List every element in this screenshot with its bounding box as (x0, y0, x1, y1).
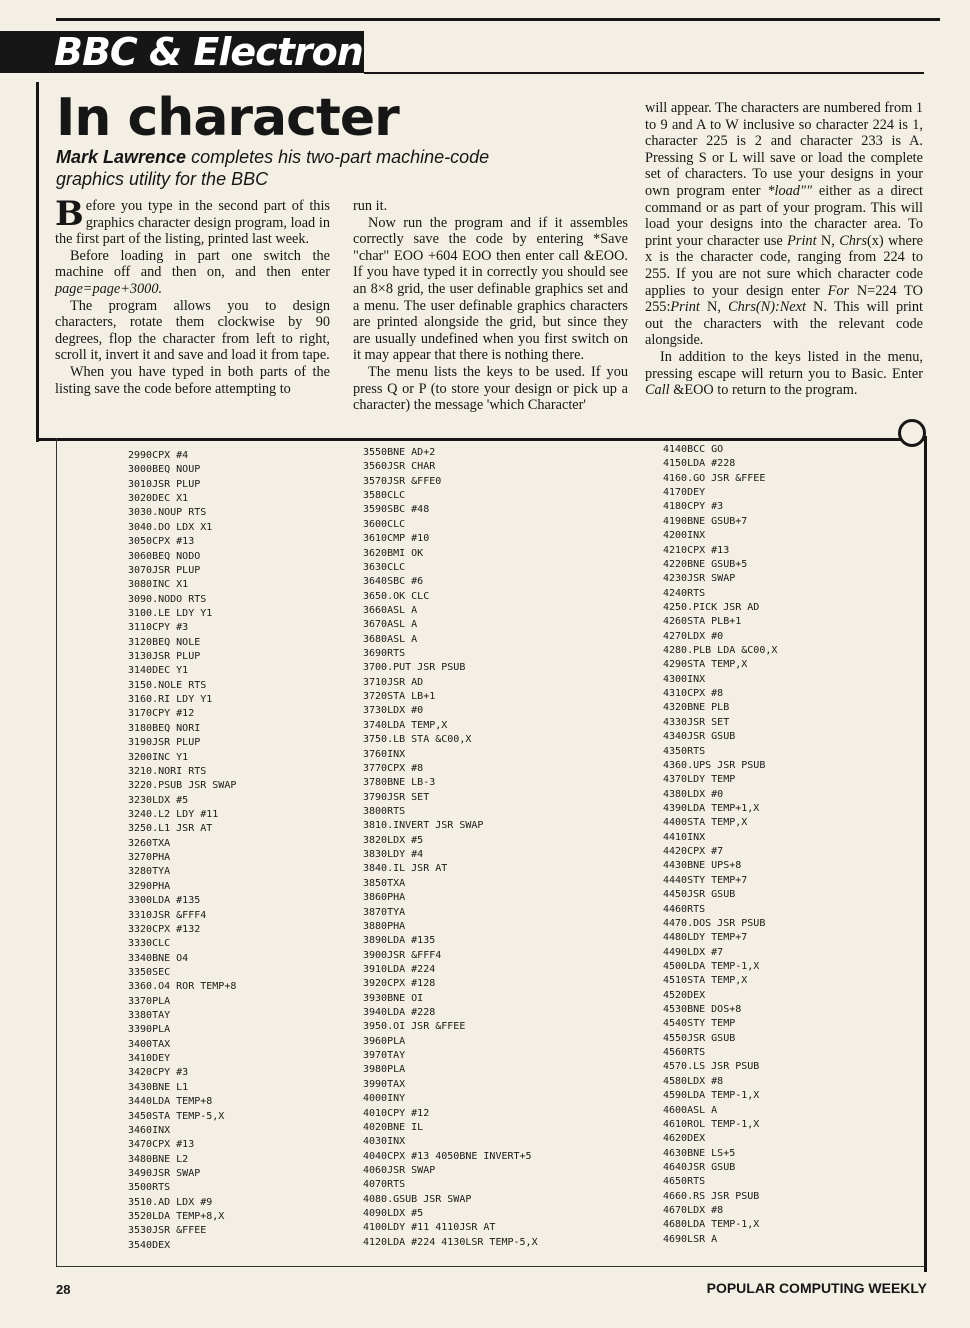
code-line: 4310CPX #8 (663, 688, 724, 700)
drop-cap: B (55, 194, 84, 234)
code-line: 4640JSR GSUB (663, 1161, 736, 1173)
code-line: 3660ASL A (363, 604, 418, 616)
code-line: 3340BNE O4 (128, 952, 189, 964)
code-line: 3450STA TEMP-5,X (128, 1110, 225, 1122)
code-line: 3350SEC (128, 966, 171, 978)
code-line: 3620BMI OK (363, 547, 424, 559)
paragraph (55, 248, 330, 298)
text-run: Chrs(N):Next (728, 299, 806, 316)
code-line: 3680ASL A (363, 633, 418, 645)
code-line: 3320CPX #132 (128, 923, 201, 935)
code-line: 3360.O4 ROR TEMP+8 (128, 981, 237, 993)
code-line: 3980PLA (363, 1064, 406, 1076)
code-line: 3150.NOLE RTS (128, 679, 207, 691)
code-line: 3280TYA (128, 866, 171, 878)
code-line: 4090LDX #5 (363, 1208, 424, 1220)
code-line: 3160.RI LDY Y1 (128, 694, 213, 706)
code-line: 3830LDY #4 (363, 849, 424, 861)
code-line: 4440STY TEMP+7 (663, 874, 748, 886)
code-line: 3060BEQ NODO (128, 550, 201, 562)
code-line: 4290STA TEMP,X (663, 659, 748, 671)
code-line: 3390PLA (128, 1024, 171, 1036)
paragraph (55, 194, 330, 248)
code-line: 3470CPX #13 (128, 1139, 195, 1151)
code-line: 3730LDX #0 (363, 705, 424, 717)
code-line: 4170DEY (663, 487, 706, 499)
code-line: 4350RTS (663, 745, 706, 757)
code-line: 4690LSR A (663, 1233, 718, 1245)
code-line: 3110CPY #3 (128, 622, 189, 634)
code-line: 3600CLC (363, 518, 406, 530)
text-run: Call (645, 382, 670, 399)
code-line: 3030.NOUP RTS (128, 507, 207, 519)
code-line: 4380LDX #0 (663, 788, 724, 800)
paragraph-text: efore you type in the second part of this graphics character design program, load in the first part of the listing, printed last week. (55, 198, 330, 248)
code-line: 4660.RS JSR PSUB (663, 1190, 760, 1202)
code-line: 4040CPX #13 4050BNE INVERT+5 (363, 1150, 532, 1162)
code-line: 3650.OK CLC (363, 590, 430, 602)
text-run: &EOO to return to the program. (669, 382, 858, 399)
section-banner (0, 31, 364, 73)
code-line: 4510STA TEMP,X (663, 975, 748, 987)
code-line: 3940LDA #228 (363, 1007, 436, 1019)
code-line: 3070JSR PLUP (128, 564, 201, 576)
code-line: 3720STA LB+1 (363, 691, 436, 703)
code-line: 3240.L2 LDY #11 (128, 808, 219, 820)
code-line: 3100.LE LDY Y1 (128, 607, 213, 619)
code-line: 4570.LS JSR PSUB (663, 1061, 760, 1073)
code-line: 3290PHA (128, 880, 171, 892)
code-line: 4270LDX #0 (663, 630, 724, 642)
code-line: 3820LDX #5 (363, 834, 424, 846)
code-line: 3200INC Y1 (128, 751, 189, 763)
code-line: 3780BNE LB-3 (363, 777, 436, 789)
text-run: Print (670, 299, 700, 316)
article-frame-left (36, 82, 39, 442)
code-line: 3520LDA TEMP+8,X (128, 1211, 225, 1223)
code-line: 3860PHA (363, 892, 406, 904)
code-line: 3790JSR SET (363, 791, 430, 803)
code-line: 4560RTS (663, 1047, 706, 1059)
code-line: 3010JSR PLUP (128, 478, 201, 490)
listing-column-2 (363, 446, 538, 1250)
code-line: 3770CPX #8 (363, 762, 424, 774)
code-line: 4390LDA TEMP+1,X (663, 802, 760, 814)
code-line: 3550BNE AD+2 (363, 447, 436, 458)
code-line: 4100LDY #11 4110JSR AT (363, 1222, 496, 1234)
code-line: 4610ROL TEMP-1,X (663, 1118, 760, 1130)
code-line: 3300LDA #135 (128, 895, 201, 907)
code-line: 3870TYA (363, 906, 406, 918)
body-column-2 (353, 198, 628, 414)
code-line: 3330CLC (128, 938, 171, 950)
paragraph: When you have typed in both parts of the listing save the code before attempting to (55, 363, 330, 397)
deck-author: Mark Lawrence (56, 147, 187, 167)
code-line: 4000INY (363, 1093, 406, 1105)
code-line: 4450JSR GSUB (663, 889, 736, 901)
code-line: 3090.NODO RTS (128, 593, 207, 605)
code-line: 3210.NORI RTS (128, 765, 207, 777)
code-line: 4210CPX #13 (663, 544, 730, 556)
body-column-1 (55, 194, 330, 397)
inline-code: page=page+3000. (55, 280, 163, 297)
code-line: 4470.DOS JSR PSUB (663, 917, 766, 929)
code-line: 4030INX (363, 1136, 406, 1148)
code-line: 3760INX (363, 748, 406, 760)
code-line: 4060JSR SWAP (363, 1164, 436, 1176)
code-line: 4550JSR GSUB (663, 1032, 736, 1044)
code-line: 4600ASL A (663, 1104, 718, 1116)
code-line: 4280.PLB LDA &C00,X (663, 645, 778, 657)
code-line: 4420CPX #7 (663, 846, 724, 858)
code-line: 4500LDA TEMP-1,X (663, 960, 760, 972)
code-line: 3710JSR AD (363, 676, 424, 688)
code-line: 3260TXA (128, 837, 171, 849)
code-line: 3690RTS (363, 648, 406, 660)
code-line: 4530BNE DOS+8 (663, 1004, 742, 1016)
code-line: 4330JSR SET (663, 716, 730, 728)
code-line: 4180CPY #3 (663, 501, 724, 513)
code-line: 4340JSR GSUB (663, 731, 736, 743)
code-line: 4650RTS (663, 1176, 706, 1188)
deck-text: completes his two-part machine-code graphics utility for the BBC (56, 147, 490, 189)
text-run: Chrs (839, 232, 868, 249)
text-run: N, (816, 232, 840, 249)
code-line: 3950.OI JSR &FFEE (363, 1021, 466, 1033)
code-line: 3440LDA TEMP+8 (128, 1096, 213, 1108)
code-line: 3640SBC #6 (363, 576, 424, 588)
code-line: 3850TXA (363, 877, 406, 889)
code-line: 3930BNE OI (363, 992, 424, 1004)
code-line: 4360.UPS JSR PSUB (663, 759, 766, 771)
code-line: 3430BNE L1 (128, 1081, 189, 1093)
code-line: 3510.AD LDX #9 (128, 1196, 213, 1208)
code-line: 3230LDX #5 (128, 794, 189, 806)
code-line: 3170CPY #12 (128, 708, 195, 720)
code-line: 3400TAX (128, 1038, 171, 1050)
code-line: 3880PHA (363, 920, 406, 932)
code-line: 3040.DO LDX X1 (128, 521, 213, 533)
code-line: 3250.L1 JSR AT (128, 823, 213, 835)
code-line: 4520DEX (663, 989, 706, 1001)
paragraph (645, 100, 923, 349)
text-run: N, (699, 299, 729, 316)
code-line: 3310JSR &FFF4 (128, 909, 207, 921)
code-line: 3750.LB STA &C00,X (363, 734, 472, 746)
code-line: 4490LDX #7 (663, 946, 724, 958)
code-line: 3220.PSUB JSR SWAP (128, 780, 237, 792)
paragraph (645, 349, 923, 399)
code-line: 3500RTS (128, 1182, 171, 1194)
code-line: 4620DEX (663, 1133, 706, 1145)
code-line: 3420CPY #3 (128, 1067, 189, 1079)
listing-column-3 (663, 443, 777, 1247)
code-line: 4540STY TEMP (663, 1018, 736, 1030)
code-line: 4190BNE GSUB+7 (663, 515, 748, 527)
code-line: 3890LDA #135 (363, 935, 436, 947)
code-line: 3840.IL JSR AT (363, 863, 448, 875)
code-line: 3480BNE L2 (128, 1153, 189, 1165)
code-line: 4320BNE PLB (663, 702, 730, 714)
code-line: 4240RTS (663, 587, 706, 599)
code-line: 4250.PICK JSR AD (663, 601, 760, 613)
code-line: 4460RTS (663, 903, 706, 915)
paragraph: Now run the program and if it assembles correctly save the code by entering *Save "char" EOO +604 EOO then enter call &EOO. If you have typed it in correctly you should see an 8×8 grid, the user definable graphics set and a menu. The user definable graphics characters are printed alongside the grid, but since they are usually undefined when you first switch on it may appear that there is nothing there. (353, 214, 628, 364)
code-line: 4590LDA TEMP-1,X (663, 1090, 760, 1102)
text-run: (x) where x is the character code, ranging from 224 to 255. If you are not sure which character code applies to your design enter (645, 232, 923, 299)
code-line: 4300INX (663, 673, 706, 685)
code-line: 4140BCC GO (663, 444, 724, 455)
code-line: 3560JSR CHAR (363, 461, 436, 473)
code-line: 3370PLA (128, 995, 171, 1007)
code-line: 4220BNE GSUB+5 (663, 558, 748, 570)
code-line: 4120LDA #224 4130LSR TEMP-5,X (363, 1236, 538, 1248)
code-line: 4680LDA TEMP-1,X (663, 1219, 760, 1231)
code-line: 3910LDA #224 (363, 963, 436, 975)
code-line: 4020BNE IL (363, 1121, 424, 1133)
code-line: 3580CLC (363, 490, 406, 502)
text-run: In addition to the keys listed in the menu, pressing escape will return you to Basic. Enter (645, 348, 923, 382)
code-line: 3270PHA (128, 852, 171, 864)
code-line: 3460INX (128, 1124, 171, 1136)
code-line: 3740LDA TEMP,X (363, 719, 448, 731)
code-line: 4230JSR SWAP (663, 573, 736, 585)
body-column-3 (645, 100, 923, 399)
code-line: 3530JSR &FFEE (128, 1225, 207, 1237)
code-line: 3020DEC X1 (128, 493, 189, 505)
page-number: 28 (56, 1282, 71, 1297)
headline: In character (56, 88, 399, 148)
text-run: *load"" (767, 182, 812, 199)
code-line: 4430BNE UPS+8 (663, 860, 742, 872)
text-run: N=224 TO 255: (645, 282, 923, 316)
code-line: 4260STA PLB+1 (663, 616, 742, 628)
code-line: 4400STA TEMP,X (663, 817, 748, 829)
code-line: 3810.INVERT JSR SWAP (363, 820, 484, 832)
paragraph: The program allows you to design characters, rotate them clockwise by 90 degrees, flop the character from left to right, scroll it, invert it and save and load it from tape. (55, 297, 330, 364)
code-line: 4580LDX #8 (663, 1075, 724, 1087)
text-run: Print (787, 232, 817, 249)
code-line: 4150LDA #228 (663, 458, 736, 470)
section-title: BBC & Electron (54, 30, 363, 74)
code-line: 4160.GO JSR &FFEE (663, 472, 766, 484)
code-line: 4200INX (663, 530, 706, 542)
code-line: 3120BEQ NOLE (128, 636, 201, 648)
code-line: 3000BEQ NOUP (128, 464, 201, 476)
code-line: 3900JSR &FFF4 (363, 949, 442, 961)
text-run: will appear. The characters are numbered from 1 to 9 and A to W inclusive so character 224 is 1, character 225 is 2 and character 233 is A. Pressing S or L will save or load the complete set of characters. To use your designs in your own program enter (645, 100, 923, 199)
top-rule (56, 18, 940, 21)
code-line: 4370LDY TEMP (663, 774, 736, 786)
code-line: 3570JSR &FFE0 (363, 475, 442, 487)
code-line: 4010CPY #12 (363, 1107, 430, 1119)
code-line: 3920CPX #128 (363, 978, 436, 990)
code-line: 4080.GSUB JSR SWAP (363, 1193, 472, 1205)
code-line: 3990TAX (363, 1078, 406, 1090)
code-line: 3380TAY (128, 1010, 171, 1022)
code-line: 3800RTS (363, 805, 406, 817)
listing-column-1 (128, 449, 236, 1253)
code-line: 3670ASL A (363, 619, 418, 631)
code-line: 3540DEX (128, 1239, 171, 1251)
code-line: 4070RTS (363, 1179, 406, 1191)
code-line: 3080INC X1 (128, 579, 189, 591)
code-line: 4630BNE LS+5 (663, 1147, 736, 1159)
code-line: 3960PLA (363, 1035, 406, 1047)
code-line: 4670LDX #8 (663, 1205, 724, 1217)
code-line: 3140DEC Y1 (128, 665, 189, 677)
paragraph-text: Before loading in part one switch the machine off and then on, and then enter (55, 247, 330, 281)
code-line: 3630CLC (363, 561, 406, 573)
code-line: 3590SBC #48 (363, 504, 430, 516)
code-line: 4480LDY TEMP+7 (663, 932, 748, 944)
code-line: 3130JSR PLUP (128, 651, 201, 663)
text-run: either as a direct command or as part of your program. This will load your designs into the character area. To print your character use (645, 182, 923, 249)
code-line: 3970TAY (363, 1050, 406, 1062)
publication-name: POPULAR COMPUTING WEEKLY (706, 1280, 927, 1296)
text-run: For (827, 282, 850, 299)
code-line: 3190JSR PLUP (128, 737, 201, 749)
code-line: 3490JSR SWAP (128, 1167, 201, 1179)
deck (56, 146, 536, 190)
text-run: N. This will print out the characters with the relevant code alongside. (645, 299, 923, 349)
code-line: 3610CMP #10 (363, 533, 430, 545)
code-line: 3700.PUT JSR PSUB (363, 662, 466, 674)
code-line: 2990CPX #4 (128, 450, 189, 461)
banner-rule (364, 72, 924, 74)
paragraph: run it. (353, 198, 388, 214)
code-line: 3410DEY (128, 1053, 171, 1065)
code-line: 4410INX (663, 831, 706, 843)
code-line: 3050CPX #13 (128, 536, 195, 548)
code-line: 3180BEQ NORI (128, 722, 201, 734)
paragraph: The menu lists the keys to be used. If you press Q or P (to store your design or pick up a character) the message 'which Character' (353, 363, 628, 414)
